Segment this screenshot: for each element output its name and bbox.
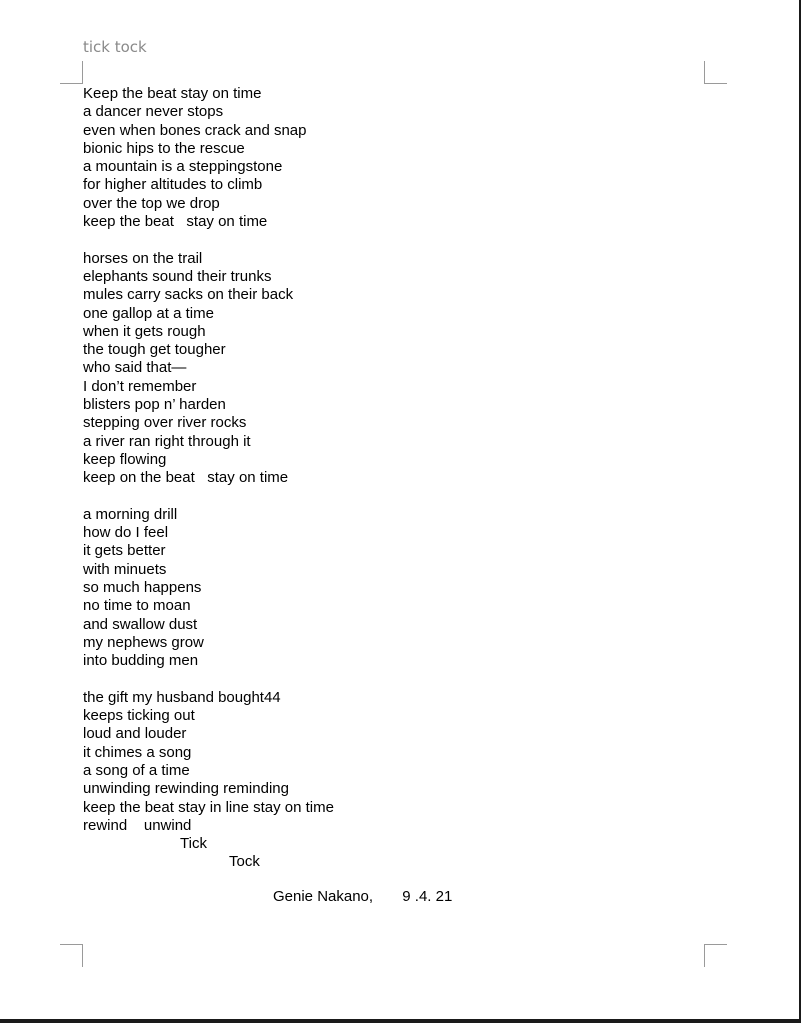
poem-line: for higher altitudes to climb <box>83 176 263 194</box>
poem-line: a dancer never stops <box>83 103 224 121</box>
stanza-4 <box>83 689 334 872</box>
poem-line: Keep the beat stay on time <box>83 85 262 102</box>
poem-line: loud and louder <box>83 725 187 743</box>
poem-line: a song of a time <box>83 761 190 779</box>
signature-date: 9 .4. 21 <box>402 888 453 905</box>
poem-line: a mountain is a steppingstone <box>83 158 283 176</box>
poem-line-tick: Tick <box>180 835 207 853</box>
stanza-1 <box>83 85 334 231</box>
poem-line: how do I feel <box>83 524 169 542</box>
poem-line: who said that— <box>83 359 187 377</box>
crop-mark-top-right <box>704 61 727 84</box>
stanza-3 <box>83 506 334 671</box>
poem-line: blisters pop n’ harden <box>83 396 226 414</box>
poem-line: it chimes a song <box>83 743 192 761</box>
poem-line: a river ran right through it <box>83 432 251 450</box>
poem-line: unwinding rewinding reminding <box>83 780 289 798</box>
poem-line: and swallow dust <box>83 615 198 633</box>
poem-line: mules carry sacks on their back <box>83 286 294 304</box>
poem-line: a morning drill <box>83 505 178 523</box>
poem-line: into budding men <box>83 652 199 670</box>
poem-line: keeps ticking out <box>83 707 195 725</box>
crop-mark-bottom-left <box>60 944 83 967</box>
poem-line: the gift my husband bought44 <box>83 688 281 706</box>
poem-line: over the top we drop <box>83 194 220 212</box>
crop-mark-bottom-right <box>704 944 727 967</box>
poem-line: keep the beat stay on time <box>83 213 268 231</box>
poem-line: when it gets rough <box>83 322 206 340</box>
document-header-title: tick tock <box>83 38 147 56</box>
poem-line: so much happens <box>83 579 202 597</box>
poem-line: bionic hips to the rescue <box>83 139 245 157</box>
poem-line: my nephews grow <box>83 633 204 651</box>
stanza-2 <box>83 250 334 488</box>
poem-line: horses on the trail <box>83 249 203 267</box>
poem-line: keep flowing <box>83 450 167 468</box>
poem-body <box>83 85 334 872</box>
poem-line: no time to moan <box>83 597 191 615</box>
signature-line <box>273 888 452 905</box>
poem-line: keep on the beat stay on time <box>83 469 289 487</box>
poem-line-tock: Tock <box>229 853 260 871</box>
poem-line: it gets better <box>83 542 166 560</box>
crop-mark-top-left <box>60 61 83 84</box>
poem-line: even when bones crack and snap <box>83 121 307 139</box>
poem-line: I don’t remember <box>83 377 197 395</box>
poem-line: keep the beat stay in line stay on time <box>83 798 334 816</box>
poem-line: stepping over river rocks <box>83 414 247 432</box>
poem-line: the tough get tougher <box>83 341 226 359</box>
poem-line: rewind unwind <box>83 816 192 834</box>
poem-line: one gallop at a time <box>83 304 214 322</box>
signature-author: Genie Nakano, <box>273 888 374 905</box>
poem-line: elephants sound their trunks <box>83 267 272 285</box>
poem-line: with minuets <box>83 560 167 578</box>
